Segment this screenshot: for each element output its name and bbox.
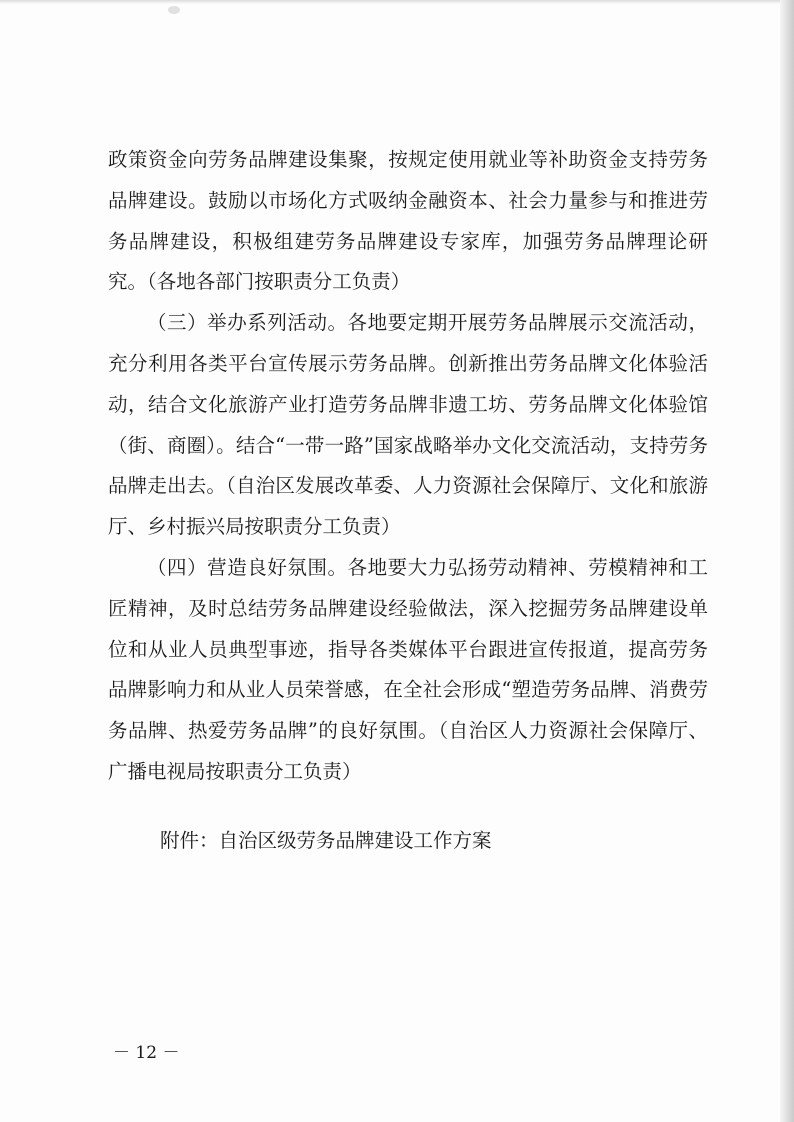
- page-number: － 12 －: [113, 1043, 180, 1063]
- scan-top-edge: [0, 0, 794, 4]
- body-text: [108, 140, 708, 793]
- attachment-line: 附件：自治区级劳务品牌建设工作方案: [160, 829, 492, 852]
- paragraph-funding: 政策资金向劳务品牌建设集聚，按规定使用就业等补助资金支持劳务品牌建设。鼓励以市场化方式吸纳金融资本、社会力量参与和推进劳务品牌建设，积极组建劳务品牌建设专家库，加强劳务品牌理论研究。（各地各部门按职责分工负责）: [108, 148, 708, 294]
- scan-right-edge: [780, 0, 794, 1122]
- paragraph-activities: （三）举办系列活动。各地要定期开展劳务品牌展示交流活动，充分利用各类平台宣传展示劳务品牌。创新推出劳务品牌文化体验活动，结合文化旅游产业打造劳务品牌非遗工坊、劳务品牌文化体验馆（街、商圈）。结合“一带一路”国家战略举办文化交流活动，支持劳务品牌走出去。（自治区发展改革委、人力资源社会保障厅、文化和旅游厅、乡村振兴局按职责分工负责）: [108, 311, 708, 539]
- paragraph-atmosphere: （四）营造良好氛围。各地要大力弘扬劳动精神、劳模精神和工匠精神，及时总结劳务品牌建设经验做法，深入挖掘劳务品牌建设单位和从业人员典型事迹，指导各类媒体平台跟进宣传报道，提高劳务品牌影响力和从业人员荣誉感，在全社会形成“塑造劳务品牌、消费劳务品牌、热爱劳务品牌”的良好氛围。（自治区人力资源社会保障厅、广播电视局按职责分工负责）: [108, 555, 708, 783]
- scan-mark: [168, 6, 180, 14]
